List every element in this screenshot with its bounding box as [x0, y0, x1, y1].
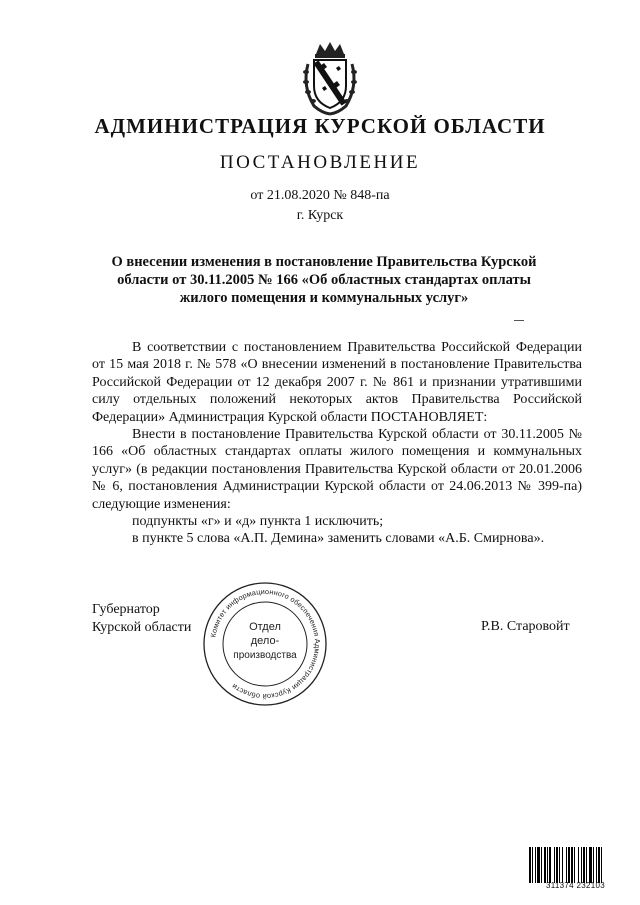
divider-mark — [514, 320, 524, 321]
barcode-number: 311374 232103 — [546, 881, 605, 890]
signatory-position-line: Курской области — [92, 620, 192, 635]
barcode — [529, 847, 622, 883]
resolution-body — [92, 339, 582, 548]
stamp-ring-text: Комитет информационного обеспечения Администрации Курской области — [208, 586, 323, 702]
stamp-line: производства — [233, 650, 297, 661]
document-type: ПОСТАНОВЛЕНИЕ — [219, 152, 421, 173]
stamp-line: дело- — [250, 635, 280, 647]
office-stamp — [201, 580, 329, 708]
body-paragraph: в пункте 5 слова «А.П. Демина» заменить словами «А.Б. Смирнова». — [132, 531, 545, 547]
stamp-line: Отдел — [249, 621, 281, 633]
resolution-title: О внесении изменения в постановление Правительства Курской области от 30.11.2005 № 166 «Об областных стандартах оплаты жилого помещения и коммунальных услуг» — [111, 254, 537, 306]
kursk-coat-of-arms-icon — [300, 40, 360, 116]
document-date-number: от 21.08.2020 № 848-па — [250, 188, 390, 203]
document-city: г. Курск — [296, 208, 344, 223]
body-paragraph: В соответствии с постановлением Правительства Российской Федерации от 15 мая 2018 г. № 578 «О внесении изменений в постановление Правительства Российской Федерации от 12 декабря 2007 г. № 861 и признании утратившими силу отдельных положений некоторых актов Правительства Российской Федерации» Администрация Курской области ПОСТАНОВЛЯЕТ: — [92, 340, 582, 425]
signatory-position-line: Губернатор — [92, 602, 160, 617]
signatory-position — [92, 601, 191, 637]
body-paragraph: Внести в постановление Правительства Курской области от 30.11.2005 № 166 «Об областных стандартах оплаты жилого помещения и коммунальных услуг» (в редакции постановления Правительства Курской области от 20.01.2006 № 6, постановления Администрации Курской области от 24.06.2013 № 399-па) следующие изменения: — [92, 427, 582, 512]
signatory-name: Р.В. Старовойт — [481, 619, 570, 634]
body-paragraph: подпункты «г» и «д» пункта 1 исключить; — [132, 514, 384, 530]
organization-title: АДМИНИСТРАЦИЯ КУРСКОЙ ОБЛАСТИ — [94, 114, 546, 138]
